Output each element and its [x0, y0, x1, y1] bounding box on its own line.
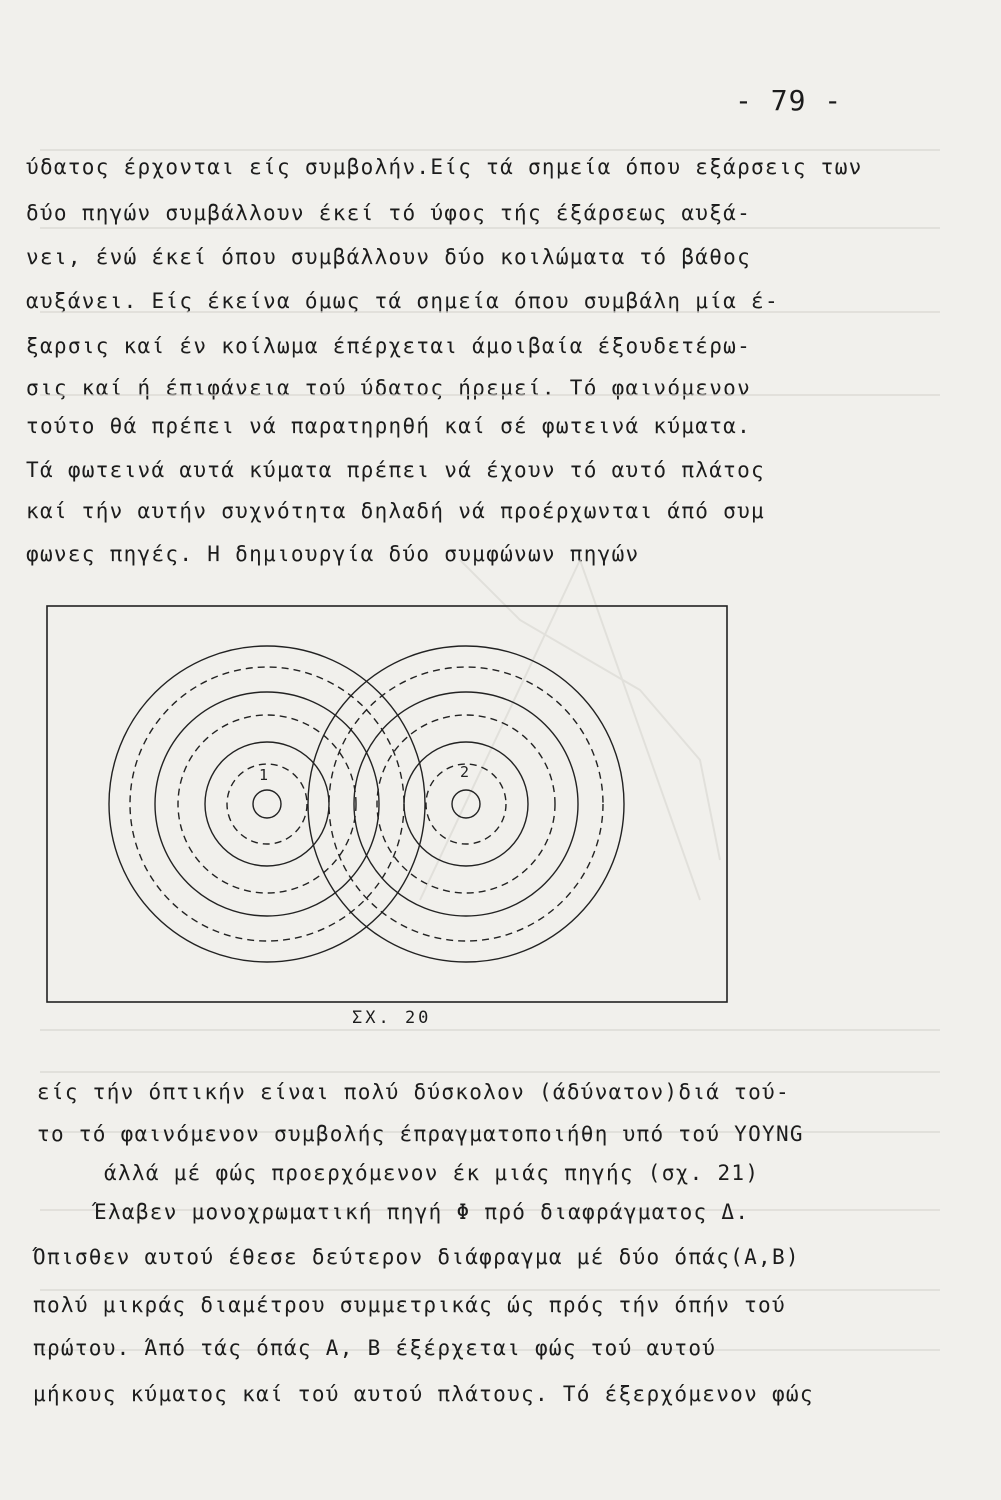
source-2-label: 2	[460, 763, 470, 781]
text-line: Όπισθεν αυτού έθεσε δεύτερον διάφραγμα μέ δύο όπάς(Α,Β)	[33, 1245, 800, 1269]
text-line: Τά φωτεινά αυτά κύματα πρέπει νά έχουν τό αυτό πλάτος	[26, 458, 765, 482]
interference-diagram	[46, 605, 728, 1003]
text-line: δύο πηγών συμβάλλουν έκεί τό ύφος τής έξάρσεως αυξά-	[26, 201, 752, 225]
figure-frame	[47, 606, 727, 1002]
text-line: πολύ μικράς διαμέτρου συμμετρικάς ώς πρός τήν όπήν τού	[33, 1293, 786, 1317]
wave-crest-circle	[404, 742, 528, 866]
text-line: καί τήν αυτήν συχνότητα δηλαδή νά προέρχωνται άπό συμ	[26, 499, 765, 523]
text-line: τούτο θά πρέπει νά παρατηρηθή καί σέ φωτεινά κύματα.	[26, 414, 752, 438]
text-line: ύδατος έρχονται είς συμβολήν.Είς τά σημεία όπου εξάρσεις των	[26, 155, 863, 179]
source-1-label: 1	[259, 766, 269, 784]
text-line: μήκους κύματος καί τού αυτού πλάτους. Τό έξερχόμενον φώς	[33, 1382, 814, 1406]
wave-trough-circle	[329, 667, 603, 941]
wave-crest-circle	[205, 742, 329, 866]
text-line: νει, ένώ έκεί όπου συμβάλλουν δύο κοιλώματα τό βάθος	[26, 245, 752, 269]
text-line: αυξάνει. Είς έκείνα όμως τά σημεία όπου συμβάλη μία έ-	[26, 289, 779, 313]
text-line: Έλαβεν μονοχρωματική πηγή Φ πρό διαφράγματος Δ.	[94, 1200, 750, 1224]
wave-crest-circle	[354, 692, 578, 916]
text-line: είς τήν όπτικήν είναι πολύ δύσκολον (άδύνατον)διά τού-	[37, 1080, 790, 1104]
text-line: σις καί ή έπιφάνεια τού ύδατος ήρεμεί. Τό φαινόμενον	[26, 376, 752, 400]
figure-caption: ΣΧ. 20	[352, 1008, 432, 1028]
text-line: ξαρσις καί έν κοίλωμα έπέρχεται άμοιβαία έξουδετέρω-	[26, 334, 752, 358]
wave-trough-circle	[130, 667, 404, 941]
wave-crest-circle	[452, 790, 480, 818]
text-line: φωνες πηγές. Η δημιουργία δύο συμφώνων πηγών	[26, 542, 640, 566]
text-line: άλλά μέ φώς προερχόμενον έκ μιάς πηγής (σχ. 21)	[104, 1161, 760, 1185]
page-number: - 79 -	[735, 84, 843, 117]
text-line: το τό φαινόμενον συμβολής έπραγματοποιήθη υπό τού YOYNG	[37, 1122, 804, 1146]
wave-crest-circle	[253, 790, 281, 818]
text-line: πρώτου. Άπό τάς όπάς Α, Β έξέρχεται φώς τού αυτού	[33, 1336, 717, 1360]
interference-figure	[46, 605, 728, 1003]
wave-crest-circle	[155, 692, 379, 916]
